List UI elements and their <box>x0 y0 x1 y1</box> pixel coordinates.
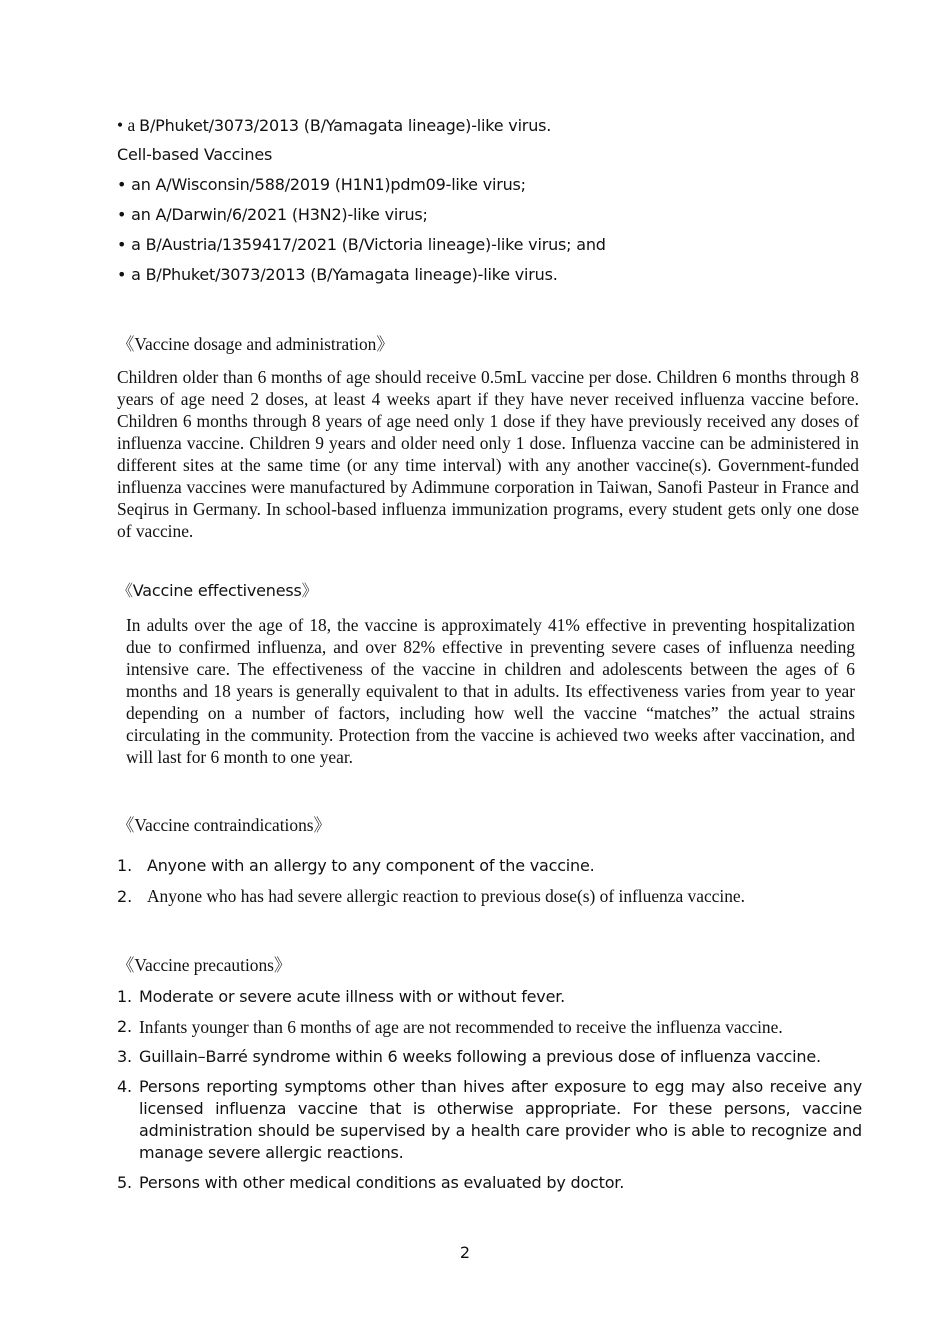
item-number: 5. <box>117 1173 132 1192</box>
bullet-marker: • <box>117 115 128 135</box>
egg-strain-text: B/Phuket/3073/2013 (B/Yamagata lineage)-like virus. <box>139 116 552 135</box>
cell-strain-text: a B/Phuket/3073/2013 (B/Yamagata lineage)-like virus. <box>131 265 558 284</box>
bullet-marker: • <box>117 235 132 254</box>
egg-strain-item <box>117 115 551 137</box>
cell-strain-item <box>117 265 558 285</box>
cell-strain-text: a B/Austria/1359417/2021 (B/Victoria lineage)-like virus; and <box>131 235 606 254</box>
cell-strain-text: an A/Wisconsin/588/2019 (H1N1)pdm09-like virus; <box>131 175 526 194</box>
precaution-item <box>117 1016 862 1038</box>
page-number: 2 <box>459 1243 471 1262</box>
precaution-item <box>117 1172 862 1194</box>
item-text: Infants younger than 6 months of age are not recommended to receive the influenza vaccine. <box>139 1017 783 1037</box>
item-text: Guillain–Barré syndrome within 6 weeks following a previous dose of influenza vaccine. <box>139 1047 821 1066</box>
item-number: 1. <box>117 987 132 1006</box>
effectiveness-heading: 《Vaccine effectiveness》 <box>117 581 318 600</box>
contraindications-heading: 《Vaccine contraindications》 <box>117 815 331 835</box>
contraindication-item <box>117 885 745 909</box>
item-text: Persons with other medical conditions as evaluated by doctor. <box>139 1173 625 1192</box>
precautions-heading: 《Vaccine precautions》 <box>117 955 292 975</box>
dosage-heading: 《Vaccine dosage and administration》 <box>117 334 394 354</box>
item-text: Anyone who has had severe allergic reaction to previous dose(s) of influenza vaccine. <box>147 886 745 906</box>
cell-strain-item <box>117 235 606 255</box>
cell-strain-item <box>117 175 526 195</box>
cell-based-heading: Cell-based Vaccines <box>117 145 273 164</box>
item-number: 1. <box>117 856 133 875</box>
item-number: 2. <box>117 1017 132 1036</box>
dosage-paragraph: Children older than 6 months of age should receive 0.5mL vaccine per dose. Children 6 months through 8 years of age need 2 doses, at least 4 weeks apart if they have never received influenza vaccine before. Children 6 months through 8 years of age need only 1 dose if they have previously received any doses of influenza vaccine. Children 9 years and older need only 1 dose. Influenza vaccine can be administered in different sites at the same time (or any time interval) with any another vaccine(s). Government-funded influenza vaccines were manufactured by Adimmune corporation in Taiwan, Sanofi Pasteur in France and Seqirus in Germany. In school-based influenza immunization programs, every student gets only one dose of vaccine. <box>117 367 859 541</box>
precaution-item <box>117 1076 862 1164</box>
item-number: 4. <box>117 1077 132 1096</box>
item-text: Anyone with an allergy to any component of the vaccine. <box>147 856 595 875</box>
bullet-marker: • <box>117 175 132 194</box>
contraindication-item <box>117 855 595 878</box>
bullet-marker: • <box>117 265 132 284</box>
item-text: Persons reporting symptoms other than hives after exposure to egg may also receive any licensed influenza vaccine that is otherwise appropriate. For these persons, vaccine administration should be supervised by a health care provider who is able to recognize and manage severe allergic reactions. <box>139 1077 862 1162</box>
item-number: 2. <box>117 887 133 906</box>
effectiveness-paragraph: In adults over the age of 18, the vaccine is approximately 41% effective in preventing hospitalization due to confirmed influenza, and over 82% effective in preventing severe cases of influenza needing intensive care. The effectiveness of the vaccine in children and adolescents between the ages of 6 months and 18 years is generally equivalent to that in adults. Its effectiveness varies from year to year depending on a number of factors, including how well the vaccine “matches” the actual strains circulating in the community. Protection from the vaccine is achieved two weeks after vaccination, and will last for 6 month to one year. <box>126 615 855 767</box>
item-text: Moderate or severe acute illness with or without fever. <box>139 987 566 1006</box>
cell-strain-text: an A/Darwin/6/2021 (H3N2)-like virus; <box>131 205 428 224</box>
precaution-item <box>117 1046 862 1068</box>
bullet-article: a <box>127 115 136 135</box>
item-number: 3. <box>117 1047 132 1066</box>
precaution-item <box>117 986 862 1008</box>
cell-strain-item <box>117 205 428 225</box>
bullet-marker: • <box>117 205 132 224</box>
